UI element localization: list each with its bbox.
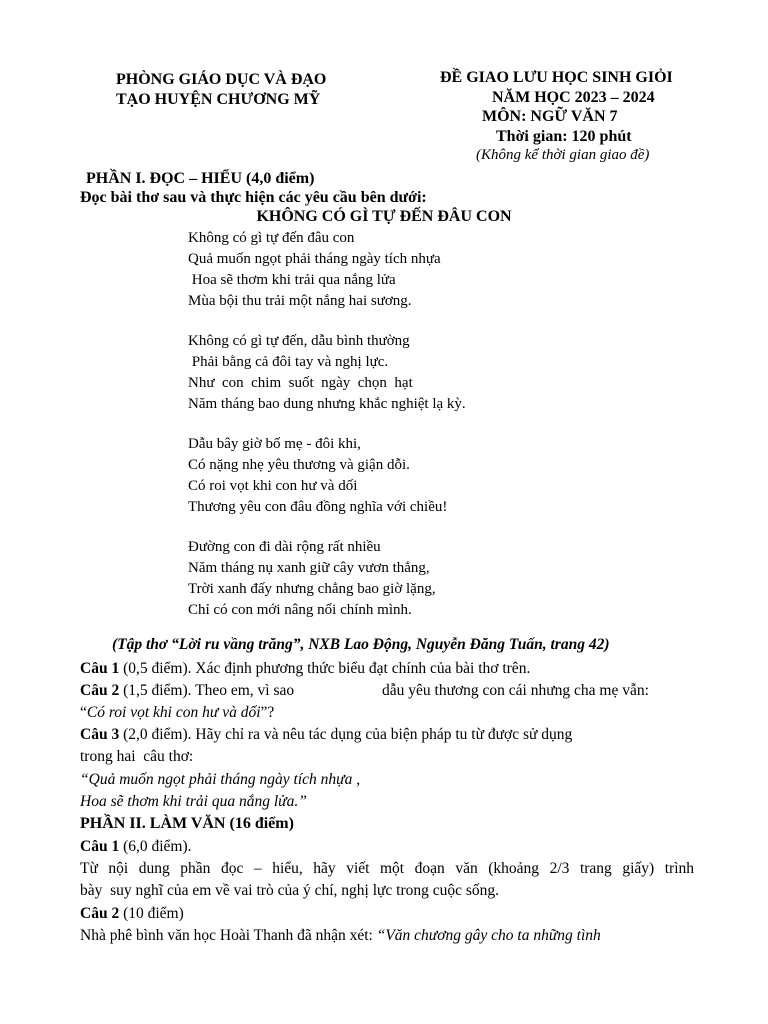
poem xyxy=(188,228,466,621)
question-text: (0,5 điểm). Xác định phương thức biểu đạt chính của bài thơ trên. xyxy=(119,660,531,677)
part1-instruction: Đọc bài thơ sau và thực hiện các yêu cầu bên dưới: xyxy=(80,189,427,206)
poem-line: Năm tháng nụ xanh giữ cây vươn thẳng, xyxy=(188,560,430,576)
poem-line: Có roi vọt khi con hư và dối xyxy=(188,478,358,494)
poem-line: Hoa sẽ thơm khi trải qua nắng lửa xyxy=(188,272,396,288)
question-label: Câu 2 xyxy=(80,682,120,699)
school-name-line2: TẠO HUYỆN CHƯƠNG MỸ xyxy=(116,91,321,108)
part1-heading: PHẦN I. ĐỌC – HIỂU (4,0 điểm) xyxy=(86,170,315,187)
poem-line: Đường con đi dài rộng rất nhiều xyxy=(188,539,381,555)
part2-question-1-text1: Từ nội dung phần đọc – hiểu, hãy viết một đoạn văn (khoảng 2/3 trang giấy) trình xyxy=(80,860,694,877)
question-label: Câu 1 xyxy=(80,660,120,677)
poem-line: Mùa bội thu trải một nắng hai sương. xyxy=(188,293,412,309)
duration-note: (Không kể thời gian giao đề) xyxy=(476,147,650,163)
question-points: (6,0 điểm). xyxy=(119,838,192,855)
quote-open: “ xyxy=(80,704,87,721)
subject: MÔN: NGỮ VĂN 7 xyxy=(482,108,618,125)
poem-title: KHÔNG CÓ GÌ TỰ ĐẾN ĐÂU CON xyxy=(256,208,512,225)
question-label: Câu 1 xyxy=(80,838,120,855)
poem-line: Không có gì tự đến, dẫu bình thường xyxy=(188,333,410,349)
poem-line: Có nặng nhẹ yêu thương và giận dỗi. xyxy=(188,457,410,473)
question-text: Nhà phê bình văn học Hoài Thanh đã nhận xét: xyxy=(80,927,377,944)
question-label: Câu 3 xyxy=(80,726,120,743)
question-1 xyxy=(80,658,530,680)
question-3-quote2: Hoa sẽ thơm khi trải qua nắng lửa.” xyxy=(80,793,307,810)
poem-line: Thương yêu con đâu đồng nghĩa với chiều! xyxy=(188,499,448,515)
quote-text: “Văn chương gây cho ta những tình xyxy=(376,927,601,944)
poem-line: Chỉ có con mới nâng nối chính mình. xyxy=(188,602,412,618)
question-points: (10 điểm) xyxy=(119,905,184,922)
poem-line: Dẫu bây giờ bố mẹ - đôi khi, xyxy=(188,436,361,452)
exam-title: ĐỀ GIAO LƯU HỌC SINH GIỎI xyxy=(440,69,673,86)
poem-line: Quả muốn ngọt phải tháng ngày tích nhựa xyxy=(188,251,441,267)
question-2-quote xyxy=(80,702,274,724)
poem-line: Phải bằng cả đôi tay và nghị lực. xyxy=(188,354,389,370)
poem-line: Năm tháng bao dung nhưng khắc nghiệt lạ kỳ. xyxy=(188,396,466,412)
poem-source: (Tập thơ “Lời ru vầng trăng”, NXB Lao Động, Nguyễn Đăng Tuấn, trang 42) xyxy=(112,636,610,653)
school-year: NĂM HỌC 2023 – 2024 xyxy=(492,89,655,106)
part2-question-1-text2: bày suy nghĩ của em về vai trò của ý chí, nghị lực trong cuộc sống. xyxy=(80,882,500,899)
poem-stanza xyxy=(188,434,466,518)
poem-line: Như con chim suốt ngày chọn hạt xyxy=(188,375,413,391)
question-text: (2,0 điểm). Hãy chỉ ra và nêu tác dụng của biện pháp tu từ được sử dụng xyxy=(119,726,573,743)
question-2-cont: dẫu yêu thương con cái nhưng cha mẹ vẫn: xyxy=(382,682,649,699)
poem-line: Trời xanh đấy nhưng chẳng bao giờ lặng, xyxy=(188,581,436,597)
duration: Thời gian: 120 phút xyxy=(496,128,632,145)
quote-text: Có roi vọt khi con hư và dối xyxy=(86,704,261,721)
part2-question-2 xyxy=(80,903,184,925)
question-3-quote1: “Quả muốn ngọt phải tháng ngày tích nhựa , xyxy=(80,771,361,788)
question-text: (1,5 điểm). Theo em, vì sao xyxy=(119,682,295,699)
question-2 xyxy=(80,680,294,702)
part2-heading: PHẦN II. LÀM VĂN (16 điểm) xyxy=(80,815,294,832)
poem-stanza xyxy=(188,537,466,621)
quote-close: ”? xyxy=(260,704,275,721)
school-name-line1: PHÒNG GIÁO DỤC VÀ ĐẠO xyxy=(116,71,327,88)
poem-stanza xyxy=(188,228,466,312)
question-label: Câu 2 xyxy=(80,905,120,922)
poem-stanza xyxy=(188,331,466,415)
part2-question-1 xyxy=(80,836,192,858)
poem-line: Không có gì tự đến đâu con xyxy=(188,230,355,246)
question-3-line2: trong hai câu thơ: xyxy=(80,748,194,765)
part2-question-2-text xyxy=(80,925,601,947)
question-3 xyxy=(80,724,572,746)
